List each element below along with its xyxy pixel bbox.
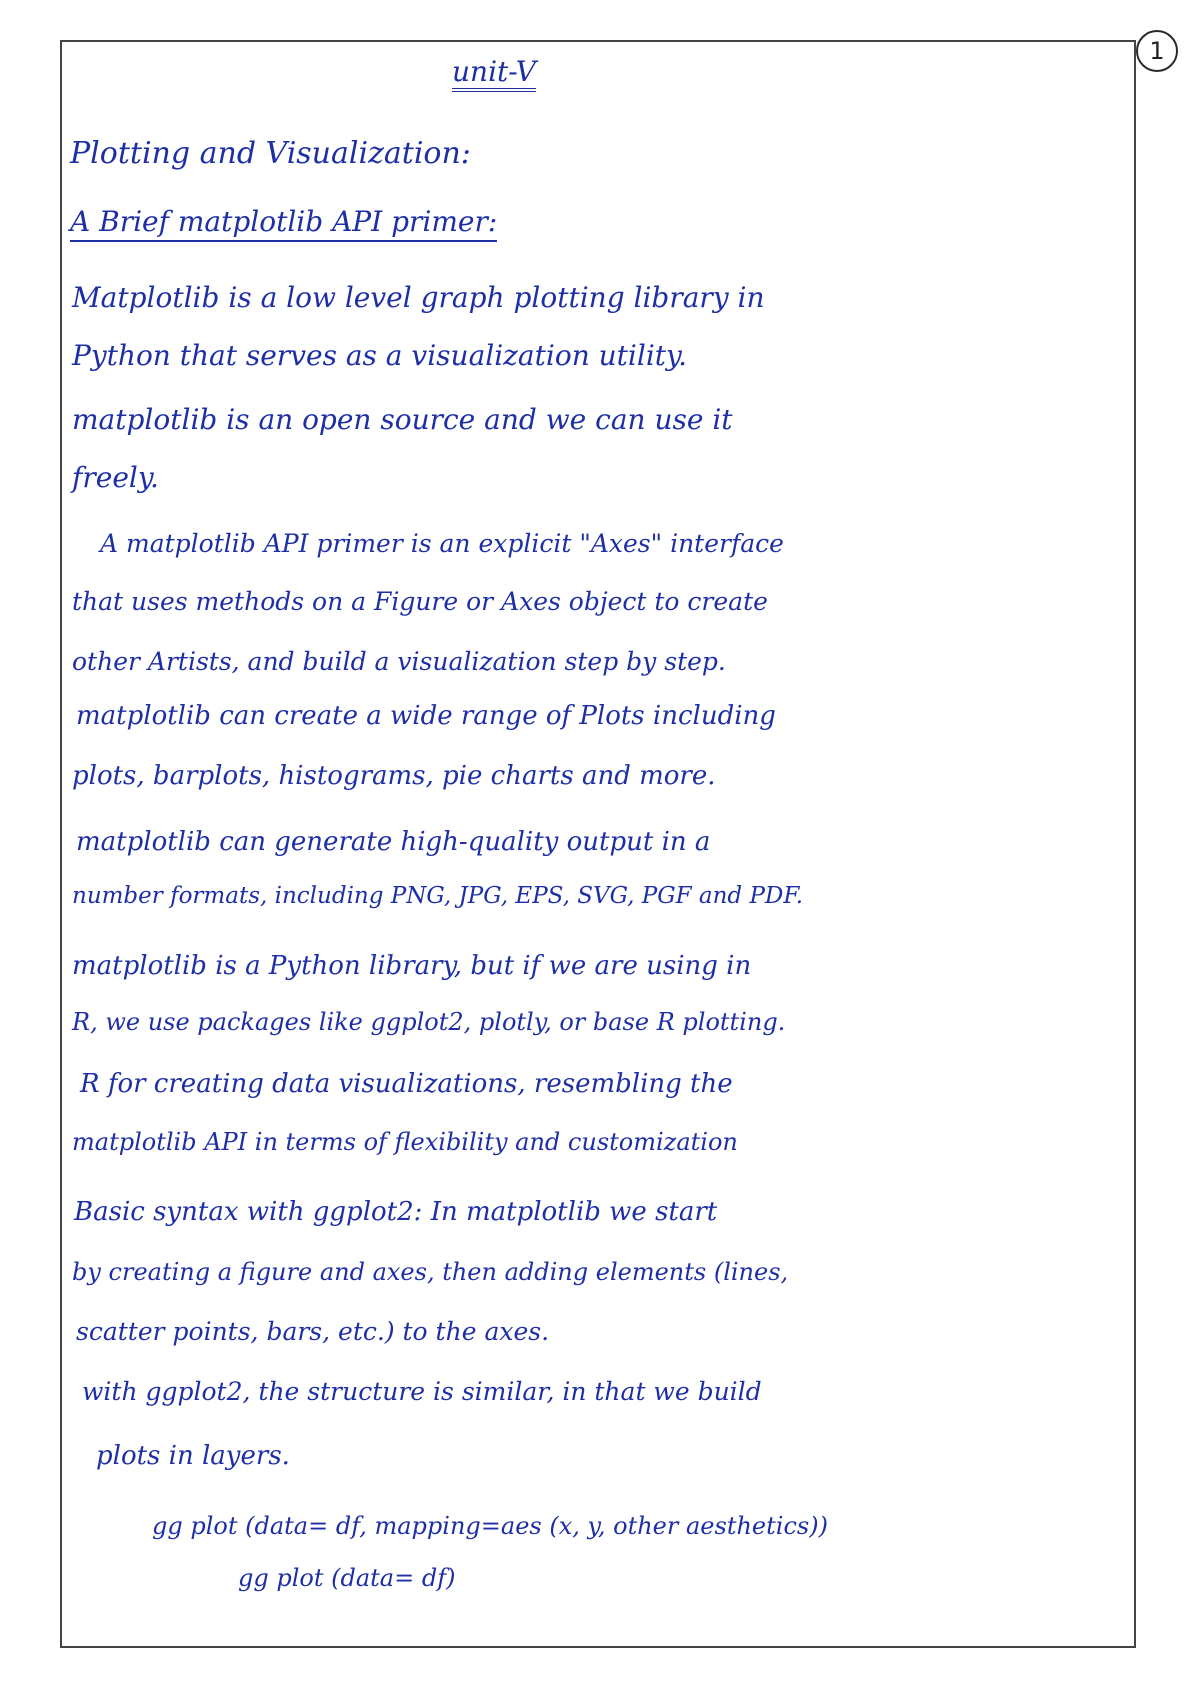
text-line: freely. — [72, 461, 159, 494]
text-line: other Artists, and build a visualization step by step. — [72, 647, 726, 676]
text-line: Python that serves as a visualization utility. — [72, 339, 688, 372]
text-line: matplotlib can generate high-quality output in a — [76, 827, 711, 857]
unit-heading: unit-V — [452, 56, 536, 92]
text-line: number formats, including PNG, JPG, EPS, SVG, PGF and PDF. — [72, 883, 804, 909]
text-line: with ggplot2, the structure is similar, in that we build — [82, 1377, 762, 1406]
text-line: Basic syntax with ggplot2: In matplotlib we start — [74, 1197, 718, 1227]
text-line: plots, barplots, histograms, pie charts and more. — [72, 761, 716, 791]
code-line: gg plot (data= df) — [238, 1564, 456, 1592]
text-line: scatter points, bars, etc.) to the axes. — [76, 1317, 550, 1346]
text-line: matplotlib is an open source and we can use it — [72, 403, 733, 436]
text-line: R for creating data visualizations, resembling the — [80, 1069, 733, 1099]
text-line: matplotlib API in terms of flexibility and customization — [72, 1128, 738, 1156]
text-line: Matplotlib is a low level graph plotting library in — [72, 281, 765, 314]
code-line: gg plot (data= df, mapping=aes (x, y, other aesthetics)) — [152, 1512, 828, 1540]
text-line: by creating a figure and axes, then adding elements (lines, — [72, 1258, 789, 1286]
text-line: matplotlib can create a wide range of Plots including — [76, 701, 776, 731]
text-line: R, we use packages like ggplot2, plotly, or base R plotting. — [72, 1008, 786, 1036]
text-line: matplotlib is a Python library, but if we are using in — [72, 951, 752, 981]
page-number: 1 — [1136, 30, 1178, 72]
subsection-title: A Brief matplotlib API primer: — [70, 206, 497, 242]
text-line: that uses methods on a Figure or Axes object to create — [72, 587, 768, 616]
text-line: A matplotlib API primer is an explicit "Axes" interface — [100, 529, 784, 558]
section-title: Plotting and Visualization: — [70, 136, 471, 171]
text-line: plots in layers. — [96, 1441, 290, 1471]
